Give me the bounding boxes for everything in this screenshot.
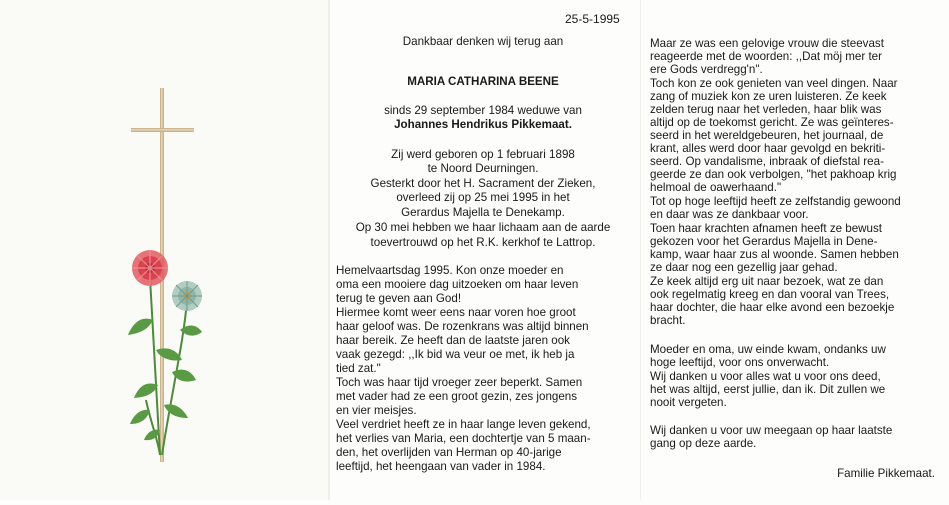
memorial-text-line: vaak gezegd: ,,Ik bid wa veur oe met, ik heb ja (336, 348, 575, 361)
memorial-text-line: gekozen voor het Gerardus Majella in Dene- (650, 235, 878, 248)
memorial-text-line: nooit vergeten. (650, 396, 727, 409)
memorial-text-line: overleed zij op 25 mei 1995 in het (396, 191, 570, 204)
memorial-text-line: Hemelvaartsdag 1995. Kon onze moeder en (336, 264, 564, 277)
memorial-text-line: tied zat." (336, 362, 381, 375)
memorial-text-line: haar geloof was. De rozenkrans was altijd binnen (336, 320, 589, 333)
memorial-text-line: Dankbaar denken wij terug aan (402, 35, 564, 48)
memorial-text-line: kamp, waar haar zus al woonde. Samen hebben (650, 248, 899, 261)
memorial-text-line: het was altijd, eerst jullie, dan ik. Dit zullen we (650, 383, 886, 396)
memorial-text-line: leeftijd, het heengaan van vader in 1984. (336, 460, 546, 473)
memorial-text-line: terug te geven aan God! (336, 292, 462, 305)
memorial-text-line: Tot op hoge leeftijd heeft ze zelfstandig gewoond (650, 195, 901, 208)
memorial-text-line: den, het overlijden van Herman op 40-jarige (336, 446, 562, 459)
memorial-text-line: Hiermee komt weer eens naar voren hoe groot (336, 306, 576, 319)
memorial-text-line: Veel verdriet heeft ze in haar lange leven gekend, (336, 418, 591, 431)
cross-with-flowers-illustration (0, 0, 328, 500)
memorial-text-line: ere Gods verdregg'n". (650, 63, 763, 76)
leaves (128, 319, 202, 441)
memorial-text-line: Toch kon ze ook genieten van veel dingen. Naar (650, 77, 898, 90)
memorial-text-line: te Noord Deurningen. (427, 162, 539, 175)
memorial-text-line: toevertrouwd op het R.K. kerkhof te Lattrop. (370, 236, 596, 249)
memorial-text-line: Zij werd geboren op 1 februari 1898 (391, 148, 575, 161)
memorial-text-line: krant, alles werd door haar gevolgd en bekriti- (650, 142, 886, 155)
memorial-text-line: ze daar nog een gezellig jaar gehad. (650, 261, 838, 274)
memorial-text-line: Ze keek altijd erg uit naar bezoek, wat ze dan (650, 275, 884, 288)
memorial-text-line: Moeder en oma, uw einde kwam, ondanks uw (650, 343, 886, 356)
memorial-text-line: ook regelmatig kreeg en dan vooral van Trees, (650, 288, 890, 301)
memorial-text-line: Wij danken u voor uw meegaan op haar laatste (650, 424, 893, 437)
memorial-text-line: geerde ze dan ook verbolgen, "het pakhoap krig (650, 168, 897, 181)
left-panel-illustration (0, 0, 328, 500)
memorial-text-line: MARIA CATHARINA BEENE (407, 75, 559, 88)
memorial-text-line: Op 30 mei hebben we haar lichaam aan de aarde (355, 221, 611, 234)
memorial-text-line: hoge leeftijd, voor ons onverwacht. (650, 356, 830, 369)
memorial-text-line: en daar was ze dankbaar voor. (650, 208, 809, 221)
blue-flower-icon (172, 281, 202, 311)
memorial-text-line: reageerde met de woorden: ,,Dat möj mer ter (650, 50, 882, 63)
memorial-text-line: Wij danken u voor alles wat u voor ons deed, (650, 370, 881, 383)
memorial-text-line: sinds 29 september 1984 weduwe van (384, 104, 582, 117)
memorial-text-line: helmoal de oawerhaand." (650, 181, 782, 194)
memorial-text-line: oma een mooiere dag uitzoeken om haar leven (336, 278, 579, 291)
card-fold-right (640, 0, 641, 500)
right-text-panel (648, 0, 938, 500)
memorial-text-line: Toch was haar tijd vroeger zeer beperkt. Samen (336, 376, 583, 389)
memorial-text-line: Toen haar krachten afnamen heeft ze bewust (650, 222, 883, 235)
memorial-text-line: het verlies van Maria, een dochtertje van 5 maan- (336, 432, 591, 445)
memorial-text-line: bracht. (650, 314, 686, 327)
memorial-text-line: en vier meisjes. (336, 404, 417, 417)
red-flower-icon (132, 250, 168, 286)
memorial-text-line: haar dochter, die haar elke avond een bezoekje (650, 301, 895, 314)
memorial-text-line: seerd. Op vandalisme, inbraak of diefstal rea- (650, 155, 884, 168)
family-signature: Familie Pikkemaat. (837, 467, 935, 480)
date-header: 25-5-1995 (565, 12, 620, 26)
memorial-text-line: met vader had ze een groot gezin, zes jongens (336, 390, 578, 403)
memorial-text-line: zelden terug naar het verleden, haar blik was (650, 103, 882, 116)
memorial-text-line: Maar ze was een gelovige vrouw die steevast (650, 37, 884, 50)
middle-text-panel (330, 0, 636, 500)
memorial-text-line: altijd op de toekomst gericht. Ze was geïnteres- (650, 116, 894, 129)
memorial-text-line: Gerardus Majella te Denekamp. (401, 206, 565, 219)
memorial-text-line: Johannes Hendrikus Pikkemaat. (394, 118, 572, 131)
memorial-text-line: zang of muziek kon ze uren luisteren. Ze keek (650, 90, 887, 103)
memorial-text-line: Gesterkt door het H. Sacrament der Zieken, (370, 177, 596, 190)
memorial-text-line: seerd in het wereldgebeuren, het journaal, de (650, 129, 884, 142)
memorial-text-line: gang op deze aarde. (650, 437, 757, 450)
memorial-text-line: haar bereik. Ze heeft dan de laatste jaren ook (336, 334, 570, 347)
